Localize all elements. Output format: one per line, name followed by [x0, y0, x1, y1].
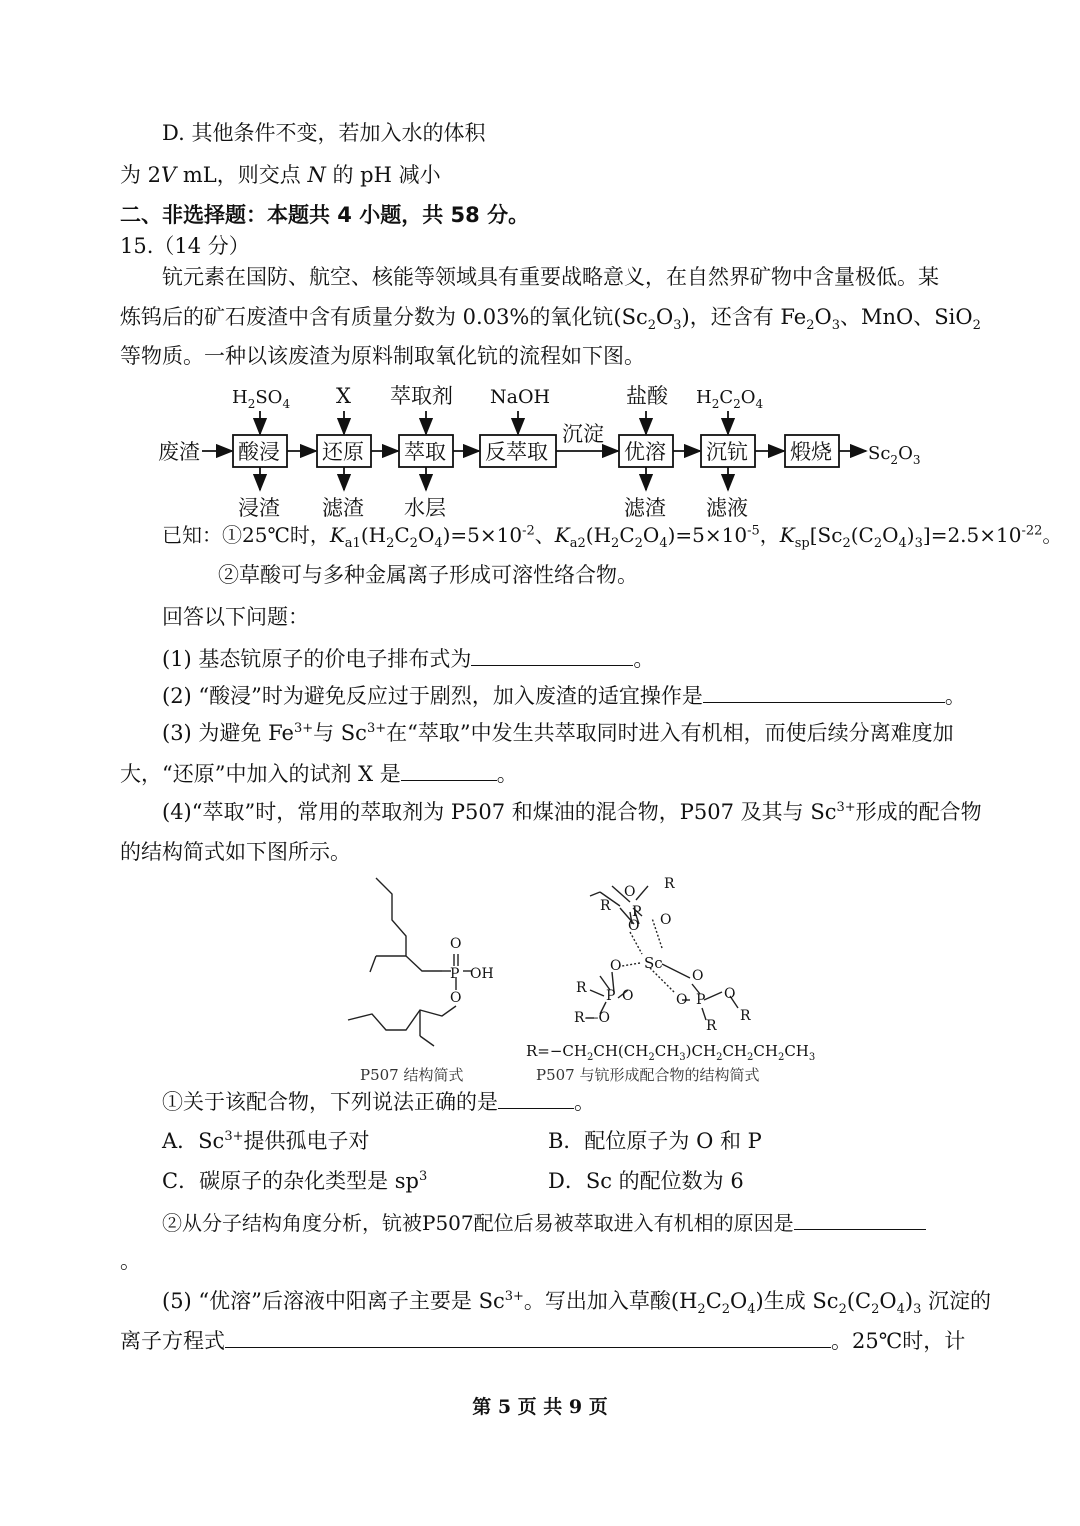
answer-intro: 回答以下问题： — [162, 605, 309, 629]
q4-part1: ①关于该配合物，下列说法正确的是 。 — [162, 1086, 595, 1117]
sub-question-4-line2: 的结构简式如下图所示。 — [120, 840, 351, 864]
q4-part2-end: 。 — [120, 1249, 141, 1273]
sub-question-5-line1: (5) “优溶”后溶液中阳离子主要是 $Sc^{3+}$。写出加入草酸$(H_2C_2O_4)$生成 $Sc_2(C_2O_4)_3$ 沉淀的 — [162, 1289, 992, 1318]
flow-output-filter-residue-1: 滤渣 — [322, 496, 364, 520]
flow-input-h2c2o4: $H_2C_2O_4$ — [696, 387, 764, 411]
flow-input-hcl: 盐酸 — [626, 384, 668, 408]
svg-text:O: O — [450, 990, 462, 1006]
svg-text:P: P — [632, 904, 642, 920]
q14-option-d-line2: 为 2V mL，则交点 N 的 pH 减小 — [120, 163, 441, 187]
flow-step-dissolve: 优溶 — [624, 440, 666, 464]
flow-input-extractant: 萃取剂 — [390, 384, 453, 408]
flow-step-calcine: 煅烧 — [790, 440, 832, 464]
p507-structure-figure — [330, 868, 816, 1088]
sub-question-2: (2) “酸浸”时为避免反应过于剧烈，加入废渣的适宜操作是 。 — [162, 680, 966, 711]
flow-step-acid-leach: 酸浸 — [238, 440, 280, 464]
flow-product: $Sc_2O_3$ — [868, 443, 921, 467]
blank-1[interactable] — [471, 643, 633, 666]
struct-caption-right: P507 与钪形成配合物的结构简式 — [536, 1066, 760, 1084]
sub-question-5-line2: 离子方程式 。25℃时，计 — [120, 1325, 965, 1356]
flow-step-back-extract: 反萃取 — [485, 440, 548, 464]
known-condition-1: 已知：①25℃时，$K_{a1}(H_2C_2O_4)=5\times 10^{-2}$、$K_{a2}(H_2C_2O_4)=5\times 10^{-5}$，$K_{sp}[Sc_2(C_2O_4)_3]=2.5\times 10^{-22}$。 — [162, 523, 1063, 551]
sub-question-3-line2: 大，“还原”中加入的试剂 X 是 。 — [120, 758, 518, 789]
svg-text:O: O — [628, 918, 640, 934]
svg-text:R: R — [600, 898, 611, 914]
q14-option-d-line1: D. 其他条件不变，若加入水的体积 — [162, 121, 486, 145]
svg-text:P: P — [696, 992, 706, 1008]
q15-intro-3: 等物质。一种以该废渣为原料制取氧化钪的流程如下图。 — [120, 344, 645, 368]
svg-text:Sc: Sc — [644, 954, 663, 972]
flow-input-naoh: NaOH — [490, 386, 551, 408]
svg-text:O: O — [450, 936, 462, 952]
page-footer: 第 5 页 共 9 页 — [472, 1396, 608, 1418]
svg-text:R: R — [664, 876, 675, 892]
option-b[interactable]: B．配位原子为 O 和 P — [548, 1129, 762, 1153]
blank-3[interactable] — [401, 758, 497, 781]
flow-output-water-layer: 水层 — [404, 496, 446, 520]
q15-header: 15.（14 分） — [120, 234, 250, 258]
flow-step-precipitate: 沉钪 — [706, 440, 748, 464]
svg-text:P: P — [450, 966, 460, 982]
process-flow-diagram — [150, 375, 940, 523]
flow-input-x: X — [336, 384, 351, 408]
blank-4-1[interactable] — [498, 1086, 574, 1109]
svg-text:R—O: R—O — [574, 1010, 611, 1026]
blank-4-2[interactable] — [794, 1207, 926, 1230]
blank-2[interactable] — [703, 680, 945, 703]
q15-intro-1: 钪元素在国防、航空、核能等领域具有重要战略意义，在自然界矿物中含量极低。某 — [162, 265, 939, 289]
svg-text:O: O — [692, 968, 704, 984]
flow-start: 废渣 — [158, 440, 200, 464]
svg-text:P: P — [606, 988, 616, 1004]
flow-between-label: 沉淀 — [562, 422, 604, 446]
q15-intro-2: 炼钨后的矿石废渣中含有质量分数为 0.03%的氧化钪$(Sc_2O_3)$，还含有 $Fe_2O_3$、MnO、SiO$_2$ — [120, 305, 981, 334]
option-c[interactable]: C．碳原子的杂化类型是 $sp^3$ — [162, 1169, 428, 1193]
blank-5[interactable] — [225, 1325, 831, 1348]
flow-output-leach-residue: 浸渣 — [238, 496, 280, 520]
svg-text:O: O — [624, 884, 636, 900]
svg-text:O: O — [622, 988, 634, 1004]
svg-text:R: R — [740, 1008, 751, 1024]
flow-output-filtrate: 滤液 — [706, 496, 748, 520]
svg-text:O: O — [660, 912, 672, 928]
q4-part2: ②从分子结构角度分析，钪被P507配位后易被萃取进入有机相的原因是 — [162, 1207, 926, 1238]
svg-text:R: R — [706, 1018, 717, 1034]
section-title: 二、非选择题：本题共 4 小题，共 58 分。 — [120, 203, 530, 227]
option-d[interactable]: D．Sc 的配位数为 6 — [548, 1169, 744, 1193]
struct-r-definition: $R=-CH_2CH(CH_2CH_3)CH_2CH_2CH_2CH_3$ — [526, 1042, 816, 1063]
flow-step-reduce: 还原 — [322, 440, 364, 464]
struct-caption-left: P507 结构简式 — [360, 1066, 464, 1084]
svg-text:R: R — [576, 980, 587, 996]
option-a[interactable]: A．$Sc^{3+}$提供孤电子对 — [162, 1129, 370, 1153]
svg-text:O: O — [724, 986, 736, 1002]
known-condition-2: ②草酸可与多种金属离子形成可溶性络合物。 — [218, 563, 638, 587]
flow-output-filter-residue-2: 滤渣 — [624, 496, 666, 520]
sub-question-1: (1) 基态钪原子的价电子排布式为 。 — [162, 643, 654, 674]
svg-text:OH: OH — [470, 966, 494, 982]
svg-text:O: O — [610, 958, 622, 974]
flow-input-h2so4: $H_2SO_4$ — [232, 387, 291, 411]
svg-text:O: O — [676, 992, 688, 1008]
sub-question-3-line1: (3) 为避免 $Fe^{3+}$与 $Sc^{3+}$在“萃取”中发生共萃取同时进入有机相，而使后续分离难度加 — [162, 721, 954, 745]
flow-step-extract: 萃取 — [404, 440, 446, 464]
sub-question-4-line1: (4)“萃取”时，常用的萃取剂为 P507 和煤油的混合物，P507 及其与 $Sc^{3+}$形成的配合物 — [162, 800, 982, 824]
